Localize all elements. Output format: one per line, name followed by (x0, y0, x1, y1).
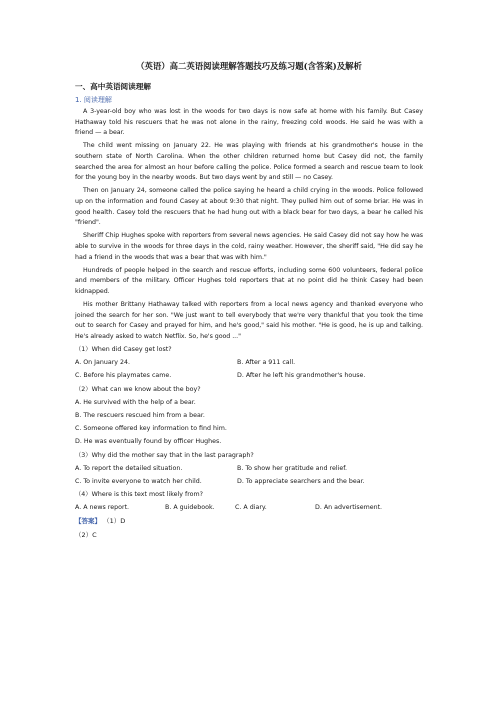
option-row (75, 371, 423, 382)
passage-paragraph: Then on January 24, someone called the police saying he heard a child crying in the woods. Police followed up on the information and found Casey at about 9:30 that night. They pulled him out of some briar. He was in good health. Casey told the rescuers that he had hung out with a black bear for two days, a bear he called his "friend". (75, 187, 423, 227)
passage-paragraph: His mother Brittany Hathaway talked with reporters from a local news agency and thanked everyone who joined the search for her son. "We just want to tell everybody that we're very thankful that you took the time out to search for Casey and prayed for him, and he's good," said his mother. "He is good, he is up and talking. He's already asked to watch Netflix. So, he's good ..." (75, 301, 423, 340)
question-number: 1. (75, 96, 82, 104)
answer-option: A. He survived with the help of a bear. (75, 398, 196, 406)
answer-option: A. On January 24. (75, 359, 131, 367)
option-row (75, 437, 423, 448)
option-row (75, 358, 423, 369)
answer-option: D. After he left his grandmother's house. (237, 372, 366, 380)
page-title: （英语）高二英语阅读理解答题技巧及练习题(含答案)及解析 (136, 61, 362, 71)
answer-option: C. Someone offered key information to find him. (75, 425, 227, 433)
answer-option: B. After a 911 call. (237, 359, 296, 367)
passage-paragraph: Sheriff Chip Hughes spoke with reporters from several news agencies. He said Casey did not say how he was able to survive in the woods for three days in the cold, rainy weather. However, the sheriff said, "He did say he had a friend in the woods that was a bear that was with him." (75, 232, 423, 261)
passage-paragraph: Hundreds of people helped in the search and rescue efforts, including some 600 volunteers, federal police and members of the military. Officer Hughes told reporters that at no point did he think Casey had been kidnapped. (75, 266, 423, 295)
option-row (75, 464, 423, 475)
option-row (75, 477, 423, 488)
option-row (75, 503, 423, 514)
option-row (75, 398, 423, 409)
question-text: （2）What can we know about the boy? (75, 385, 201, 393)
answer-label: 【答案】 (75, 517, 101, 526)
question-text: （4）Where is this text most likely from? (75, 491, 203, 499)
answer-option: D. An advertisement. (315, 504, 383, 512)
question-title: 阅读理解 (83, 96, 112, 104)
document-page (75, 60, 423, 543)
answer-option: D. To appreciate searchers and the bear. (237, 477, 365, 485)
passage-paragraph: A 3-year-old boy who was lost in the woods for two days is now safe at home with his family. But Casey Hathaway told his rescuers that he was not alone in the rainy, freezing cold woods. He said he was with a friend — a bear. (75, 108, 423, 137)
question-text: （1）When did Casey get lost? (75, 346, 172, 354)
passage (75, 107, 423, 342)
passage-paragraph: The child went missing on January 22. He was playing with friends at his grandmother's house in the southern state of North Carolina. When the other children returned home but Casey did not, the family searched the area for almost an hour before calling the police. Police formed a search and rescue team to look for the young boy in the nearby woods. But two days went by and still — no Casey. (75, 142, 423, 182)
section-heading: 一、高中英语阅读理解 (75, 82, 151, 91)
answer-option: C. To invite everyone to watch her child. (75, 477, 202, 485)
answer-line-2 (75, 530, 423, 541)
answer-2: （2）C (75, 530, 97, 539)
option-row (75, 411, 423, 422)
answer-option: B. The rescuers rescued him from a bear. (75, 411, 205, 419)
answer-option: B. To show her gratitude and relief. (237, 464, 347, 472)
answer-line-1 (75, 516, 423, 527)
questions (75, 345, 423, 514)
answer-option: A. To report the detailed situation. (75, 464, 183, 472)
answer-option: D. He was eventually found by officer Hughes. (75, 438, 222, 446)
answer-option: C. Before his playmates came. (75, 372, 172, 380)
question-heading (75, 95, 423, 105)
answer-option: B. A guidebook. (165, 504, 215, 512)
answer-option: A. A news report. (75, 504, 130, 512)
option-row (75, 424, 423, 435)
question-text: （3）Why did the mother say that in the last paragraph? (75, 451, 254, 459)
answer-option: C. A diary. (235, 504, 267, 512)
answer-1: （1）D (103, 517, 126, 526)
